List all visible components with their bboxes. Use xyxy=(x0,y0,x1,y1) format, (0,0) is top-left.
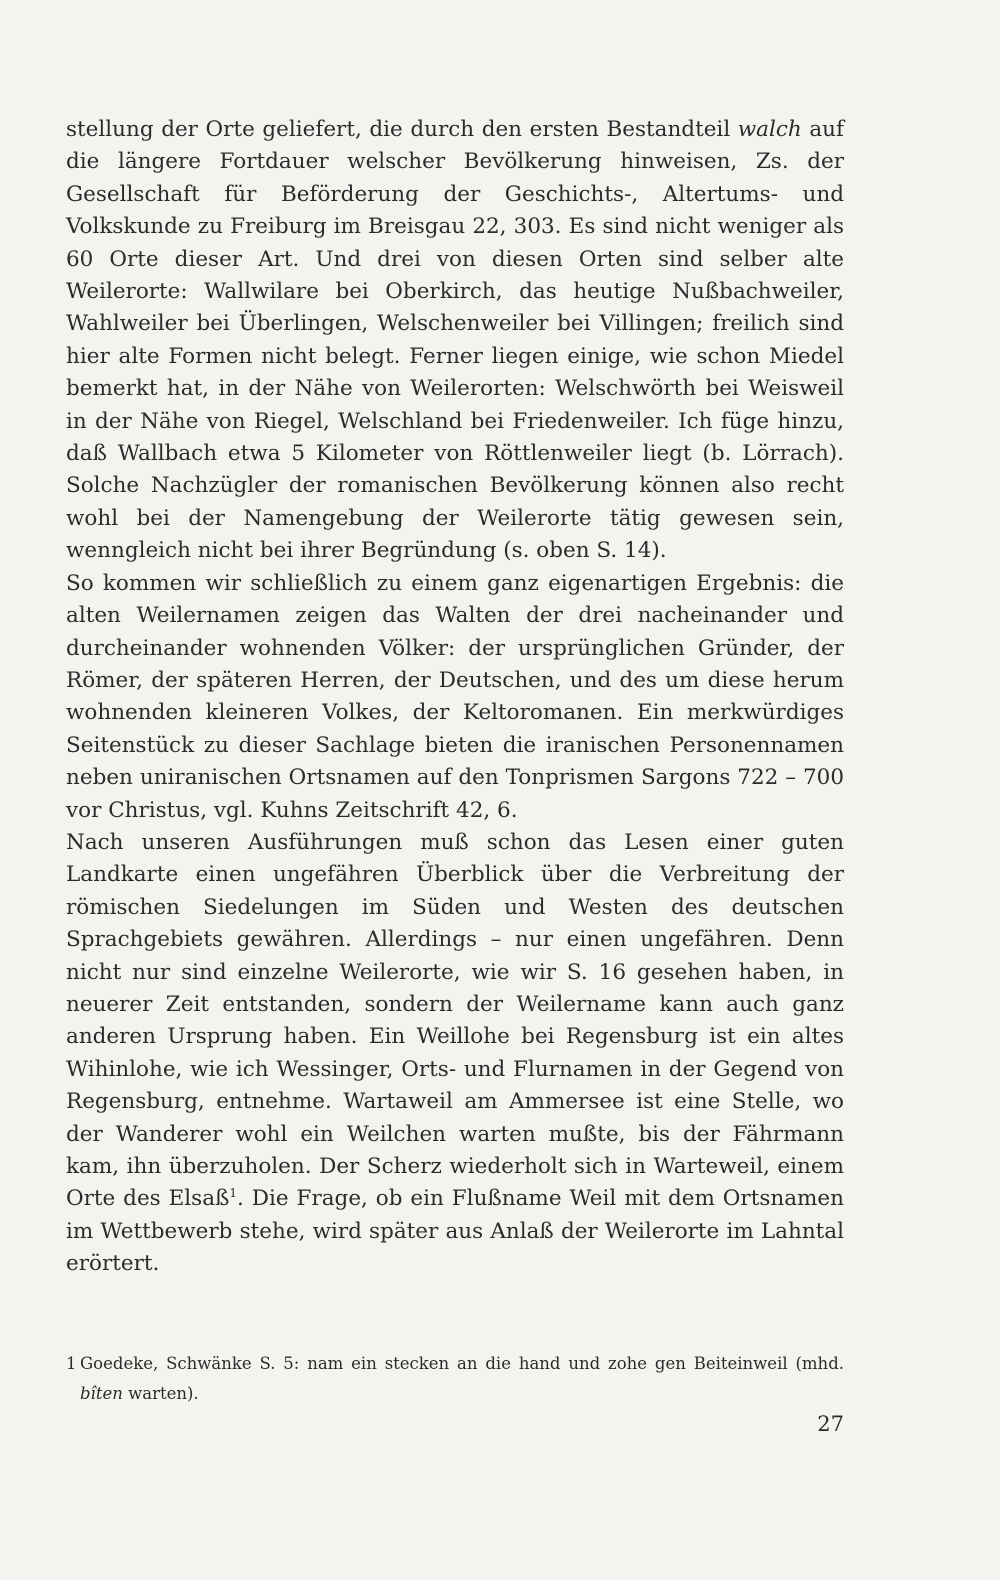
footnote-text xyxy=(80,1354,844,1403)
text-run: stellung der Orte geliefert, die durch den ersten Bestandteil xyxy=(66,117,738,142)
text-run: . Die Frage, ob ein Flußname Weil mit dem Ortsnamen im Wettbewerb stehe, wird später aus Anlaß der Weilerorte im Lahntal erörtert. xyxy=(66,1186,844,1277)
body-text xyxy=(66,114,844,1281)
book-page xyxy=(66,0,844,1580)
text-run: Nach unseren Ausführungen muß schon das Lesen einer guten Landkarte einen ungefähren Überblick über die Verbreitung der römischen Siedelungen im Süden und Westen des deutschen Sprachgebiets gewähren. Allerdings – nur einen ungefähren. Denn nicht nur sind einzelne Weilerorte, wie wir S. 16 gesehen haben, in neuerer Zeit entstanden, sondern der Weilername kann auch ganz anderen Ursprung haben. Ein Weillohe bei Regensburg ist ein altes Wihinlohe, wie ich Wessinger, Orts- und Flurnamen in der Gegend von Regensburg, entnehme. Wartaweil am Ammersee ist eine Stelle, wo der Wanderer wohl ein Weilchen warten mußte, bis der Fährmann kam, ihn überzuholen. Der Scherz wiederholt sich in Warteweil, einem Orte des Elsaß xyxy=(66,829,844,1212)
footnote-reference: 1 xyxy=(229,1186,238,1201)
text-run: Goedeke, Schwänke S. 5: nam ein stecken an die hand und zohe gen Beiteinweil (mhd. xyxy=(80,1354,844,1373)
emphasized-text: bîten xyxy=(80,1384,123,1403)
paragraph xyxy=(66,568,844,827)
footnote xyxy=(66,1349,844,1409)
paragraph xyxy=(66,827,844,1281)
footnote-marker: 1 xyxy=(66,1354,77,1373)
text-run: warten). xyxy=(122,1384,199,1403)
paragraph xyxy=(66,114,844,568)
text-run: auf die längere Fortdauer welscher Bevölkerung hinweisen, Zs. der Gesellschaft für Beförderung der Geschichts-, Altertums- und Volkskunde zu Freiburg im Breisgau 22, 303. Es sind nicht weniger als 60 Orte dieser Art. Und drei von diesen Orten sind selber alte Weilerorte: Wallwilare bei Oberkirch, das heutige Nußbachweiler, Wahlweiler bei Überlingen, Welschenweiler bei Villingen; freilich sind hier alte Formen nicht belegt. Ferner liegen einige, wie schon Miedel bemerkt hat, in der Nähe von Weilerorten: Welschwörth bei Weisweil in der Nähe von Riegel, Welschland bei Friedenweiler. Ich füge hinzu, daß Wallbach etwa 5 Kilometer von Röttlenweiler liegt (b. Lörrach). Solche Nachzügler der romanischen Bevölkerung können also recht wohl bei der Namengebung der Weilerorte tätig gewesen sein, wenngleich nicht bei ihrer Begründung (s. oben S. 14). xyxy=(66,117,844,564)
emphasized-text: walch xyxy=(737,117,802,142)
text-run: So kommen wir schließlich zu einem ganz eigenartigen Ergebnis: die alten Weilernamen zeigen das Walten der drei nacheinander und durcheinander wohnenden Völker: der ursprünglichen Gründer, der Römer, der späteren Herren, der Deutschen, und des um diese herum wohnenden kleineren Volkes, der Keltoromanen. Ein merkwürdiges Seitenstück zu dieser Sachlage bieten die iranischen Personennamen neben uniranischen Ortsnamen auf den Tonprismen Sargons 722 – 700 vor Christus, vgl. Kuhns Zeitschrift 42, 6. xyxy=(66,570,844,823)
page-number: 27 xyxy=(817,1412,844,1436)
